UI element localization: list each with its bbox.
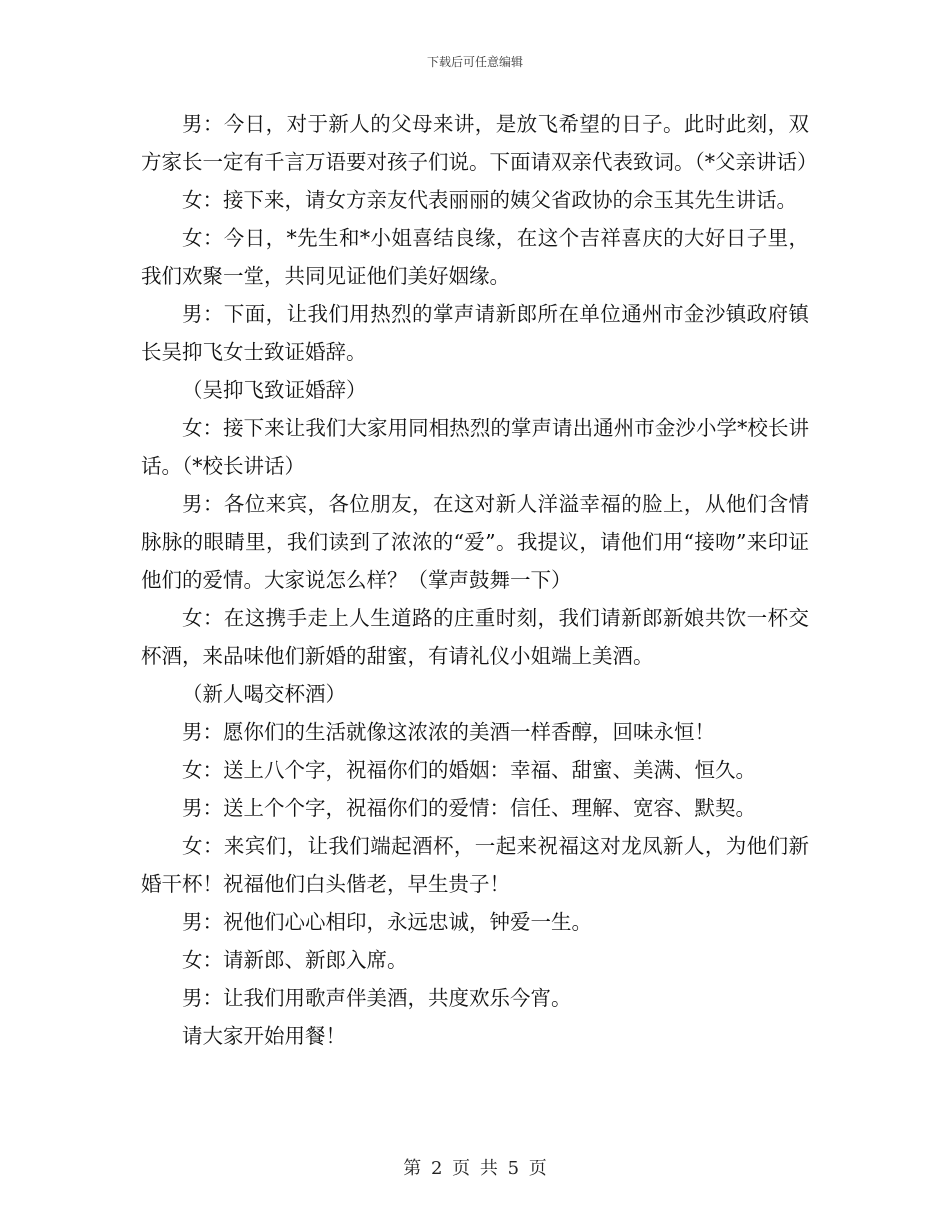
- paragraph: 女：送上八个字，祝福你们的婚姻：幸福、甜蜜、美满、恒久。: [182, 758, 756, 782]
- paragraph: 男：祝他们心心相印，永远忠诚，钟爱一生。: [182, 910, 592, 934]
- paragraph: 男：送上个个字，祝福你们的爱情：信任、理解、宽容、默契。: [182, 796, 756, 820]
- paragraph: 男：今日，对于新人的父母来讲，是放飞希望的日子。此时此刻，双方家长一定有千言万语要对孩子们说。下面请双亲代表致词。（*父亲讲话）: [141, 112, 818, 174]
- stage-direction: （新人喝交杯酒）: [182, 682, 346, 706]
- paragraph: 女：请新郎、新郎入席。: [182, 948, 408, 972]
- paragraph: 女：来宾们，让我们端起酒杯，一起来祝福这对龙凤新人，为他们新婚干杯！祝福他们白头偕老，早生贵子！: [141, 834, 809, 896]
- paragraph: 男：下面，让我们用热烈的掌声请新郎所在单位通州市金沙镇政府镇长吴抑飞女士致证婚辞。: [141, 302, 809, 364]
- paragraph: 男：愿你们的生活就像这浓浓的美酒一样香醇，回味永恒！: [182, 720, 715, 744]
- body-text: [141, 105, 818, 1055]
- stage-direction: （吴抑飞致证婚辞）: [182, 378, 367, 402]
- paragraph: 女：接下来，请女方亲友代表丽丽的姨父省政协的佘玉其先生讲话。: [182, 188, 797, 212]
- page-number: 第 2 页 共 5 页: [403, 1158, 547, 1179]
- paragraph: 男：各位来宾，各位朋友，在这对新人洋溢幸福的脸上，从他们含情脉脉的眼睛里，我们读到了浓浓的“爱”。我提议，请他们用“接吻”来印证他们的爱情。大家说怎么样？（掌声鼓舞一下）: [141, 492, 809, 592]
- paragraph: 请大家开始用餐！: [182, 1024, 346, 1048]
- header-note: 下载后可任意编辑: [426, 55, 523, 69]
- paragraph: 女：接下来让我们大家用同相热烈的掌声请出通州市金沙小学*校长讲话。（*校长讲话）: [141, 416, 809, 478]
- paragraph: 男：让我们用歌声伴美酒，共度欢乐今宵。: [182, 986, 572, 1010]
- paragraph: 女：在这携手走上人生道路的庄重时刻，我们请新郎新娘共饮一杯交杯酒，来品味他们新婚的甜蜜，有请礼仪小姐端上美酒。: [141, 606, 809, 668]
- paragraph: 女：今日，*先生和*小姐喜结良缘，在这个吉祥喜庆的大好日子里，我们欢聚一堂，共同见证他们美好姻缘。: [141, 226, 809, 288]
